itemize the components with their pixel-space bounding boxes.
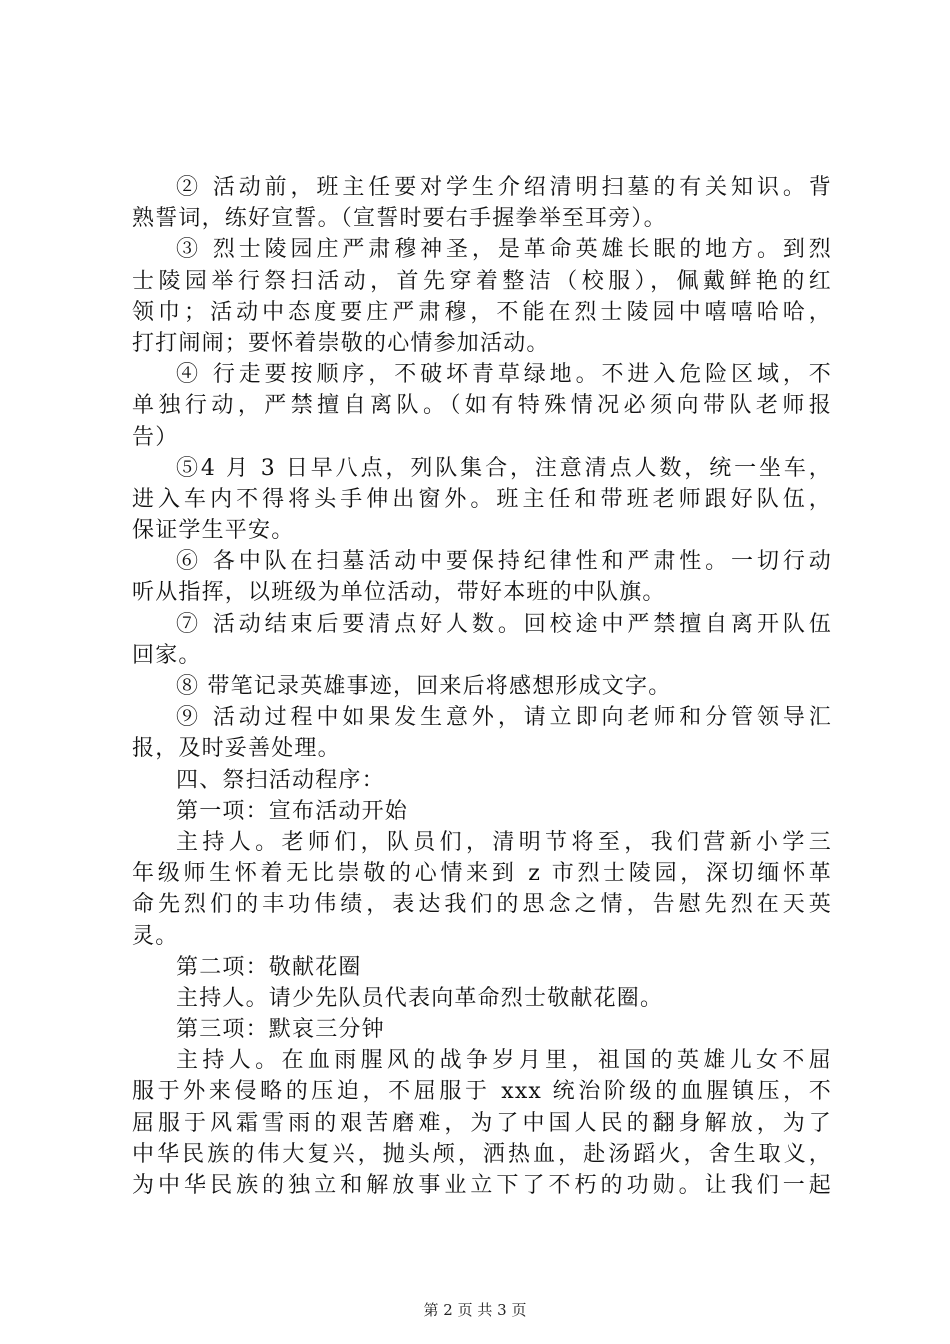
text-line: 命先烈们的丰功伟绩，表达我们的思念之情，告慰先烈在天英: [132, 892, 832, 918]
page-footer: 第 2 页 共 3 页: [423, 1301, 527, 1319]
text-line: ⑨ 活动过程中如果发生意外，请立即向老师和分管领导汇: [176, 705, 832, 731]
text-line: 进入车内不得将头手伸出窗外。班主任和带班老师跟好队伍，: [132, 486, 832, 512]
text-line: 主持人。请少先队员代表向革命烈士敬献花圈。: [176, 985, 664, 1011]
text-line: 灵。: [132, 923, 179, 949]
text-line: ⑦ 活动结束后要清点好人数。回校途中严禁擅自离开队伍: [176, 611, 832, 637]
text-line: 听从指挥，以班级为单位活动，带好本班的中队旗。: [132, 580, 666, 606]
text-line: ⑧ 带笔记录英雄事迹，回来后将感想形成文字。: [176, 674, 672, 699]
text-line: 告）: [132, 424, 179, 450]
text-line: 打打闹闹；要怀着崇敬的心情参加活动。: [132, 330, 550, 356]
text-line: 报，及时妥善处理。: [132, 736, 341, 762]
text-line: 士陵园举行祭扫活动，首先穿着整洁（校服），佩戴鲜艳的红: [132, 268, 832, 294]
text-line: 为中华民族的独立和解放事业立下了不朽的功勋。让我们一起: [132, 1173, 832, 1198]
text-line: 第三项：默哀三分钟: [176, 1017, 385, 1043]
text-line: 保证学生平安。: [132, 518, 295, 544]
text-line: 主持人。老师们，队员们，清明节将至，我们营新小学三: [176, 829, 832, 855]
text-line: 四、祭扫活动程序：: [176, 767, 385, 793]
text-line: 第一项：宣布活动开始: [176, 798, 409, 824]
text-line: 领巾；活动中态度要庄严肃穆，不能在烈士陵园中嘻嘻哈哈，: [132, 299, 832, 325]
text-line: 回家。: [132, 642, 202, 668]
text-line: 屈服于风霜雪雨的艰苦磨难，为了中国人民的翻身解放，为了: [132, 1110, 832, 1136]
text-line: ② 活动前，班主任要对学生介绍清明扫墓的有关知识。背: [176, 175, 832, 200]
text-line: 年级师生怀着无比崇敬的心情来到 z 市烈士陵园，深切缅怀革: [132, 861, 832, 887]
text-line: 主持人。在血雨腥风的战争岁月里，祖国的英雄儿女不屈: [176, 1048, 832, 1074]
text-line: 熟誓词，练好宣誓。（宣誓时要右手握拳举至耳旁）。: [132, 206, 667, 232]
text-line: 中华民族的伟大复兴，抛头颅，洒热血，赴汤蹈火，舍生取义，: [132, 1141, 832, 1167]
text-line: ③ 烈士陵园庄严肃穆神圣，是革命英雄长眠的地方。到烈: [176, 237, 832, 263]
text-line: 服于外来侵略的压迫，不屈服于 xxx 统治阶级的血腥镇压，不: [132, 1079, 832, 1105]
text-line: ⑤4 月 3 日早八点，列队集合，注意清点人数，统一坐车，: [176, 455, 832, 481]
text-line: ④ 行走要按顺序，不破坏青草绿地。不进入危险区域，不: [176, 362, 832, 388]
text-line: 第二项：敬献花圈: [176, 954, 362, 980]
document-body: [132, 172, 832, 1201]
text-line: 单独行动，严禁擅自离队。（如有特殊情况必须向带队老师报: [132, 393, 832, 419]
text-line: ⑥ 各中队在扫墓活动中要保持纪律性和严肃性。一切行动: [176, 549, 832, 575]
